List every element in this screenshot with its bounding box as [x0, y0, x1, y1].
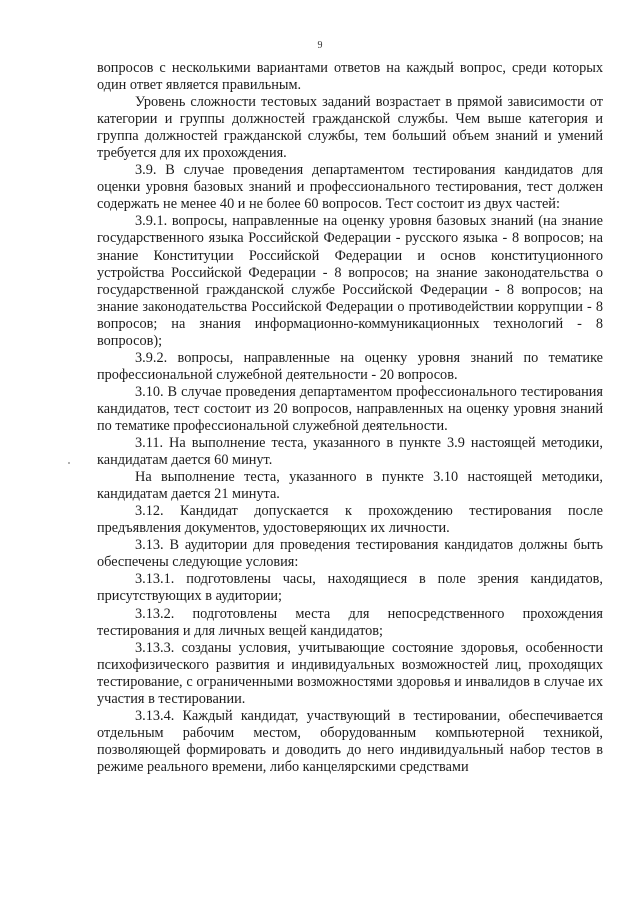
paragraph-3-13-2: 3.13.2. подготовлены места для непосредственного прохождения тестирования и для личных вещей кандидатов; — [97, 605, 603, 639]
paragraph-3-11: 3.11. На выполнение теста, указанного в пункте 3.9 настоящей методики, кандидатам дается 60 минут. — [97, 435, 603, 469]
paragraph-3-10: 3.10. В случае проведения департаментом профессионального тестирования кандидатов, тест состоит из 20 вопросов, направленных на оценку уровня знаний по тематике профессиональной служебной деятельности. — [97, 383, 603, 434]
paragraph-3-9: 3.9. В случае проведения департаментом тестирования кандидатов для оценки уровня базовых знаний и профессионального тестирования, тест должен содержать не менее 40 и не более 60 вопросов. Тест состоит из двух частей: — [97, 162, 603, 213]
paragraph-difficulty: Уровень сложности тестовых заданий возрастает в прямой зависимости от категории и группы должностей гражданской службы. Чем выше категория и группа должностей гражданской службы, тем больший объем знаний и умений требуется для их прохождения. — [97, 94, 603, 162]
paragraph-3-9-1: 3.9.1. вопросы, направленные на оценку уровня базовых знаний (на знание государственного языка Российской Федерации - русского языка - 8 вопросов; на знание Конституции Российской Федерации и основ конституционного устройства Российской Федерации - 8 вопросов; на знание законодательства о государственной гражданской службе Российской Федерации - 8 вопросов; на знание законодательства Российской Федерации о противодействии коррупции - 8 вопросов; на знания информационно-коммуникационных технологий - 8 вопросов); — [97, 213, 603, 349]
paragraph-3-13-1: 3.13.1. подготовлены часы, находящиеся в поле зрения кандидатов, присутствующих в аудитории; — [97, 571, 603, 605]
paragraph-3-13-3: 3.13.3. созданы условия, учитывающие состояние здоровья, особенности психофизического развития и индивидуальных возможностей лиц, проходящих тестирование, с ограниченными возможностями здоровья и инвалидов в случае их участия в тестировании. — [97, 639, 603, 707]
scan-speck — [68, 462, 70, 464]
paragraph-3-9-2: 3.9.2. вопросы, направленные на оценку уровня знаний по тематике профессиональной служебной деятельности - 20 вопросов. — [97, 349, 603, 383]
body-text — [97, 60, 603, 776]
paragraph-3-12: 3.12. Кандидат допускается к прохождению тестирования после предъявления документов, удостоверяющих их личности. — [97, 503, 603, 537]
paragraph-3-11-b: На выполнение теста, указанного в пункте 3.10 настоящей методики, кандидатам дается 21 минута. — [97, 469, 603, 503]
page-number: 9 — [317, 40, 323, 51]
paragraph-continuation: вопросов с несколькими вариантами ответов на каждый вопрос, среди которых один ответ является правильным. — [97, 60, 603, 94]
paragraph-3-13: 3.13. В аудитории для проведения тестирования кандидатов должны быть обеспечены следующие условия: — [97, 537, 603, 571]
paragraph-3-13-4: 3.13.4. Каждый кандидат, участвующий в тестировании, обеспечивается отдельным рабочим местом, оборудованным компьютерной техникой, позволяющей формировать и доводить до него индивидуальный набор тестов в режиме реального времени, либо канцелярскими средствами — [97, 707, 603, 775]
